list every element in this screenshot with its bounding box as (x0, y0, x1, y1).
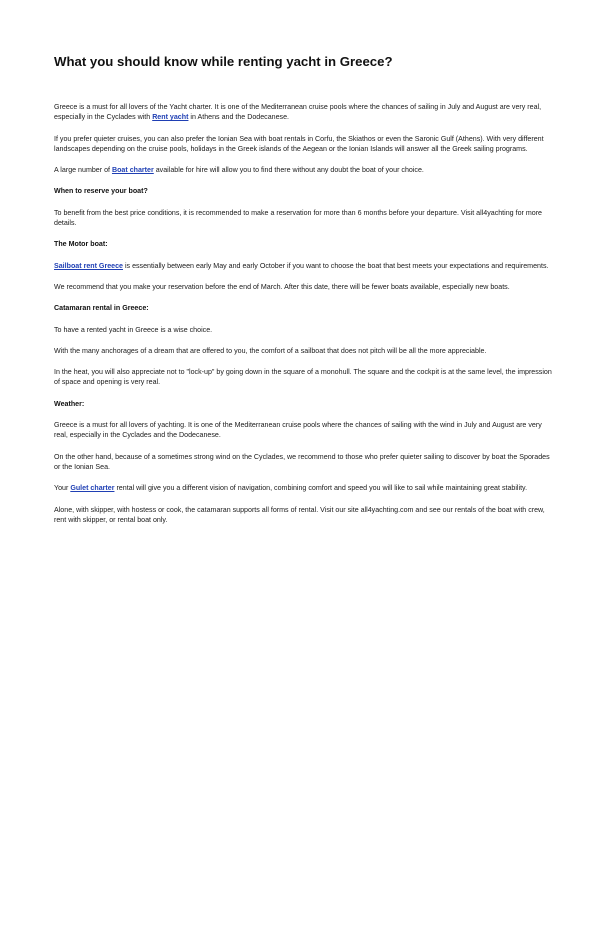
boat-charter-link[interactable]: Boat charter (111, 166, 154, 175)
paragraph-heat: In the heat, you will also appreciate not to "lock-up" by going down in the square of a monohull. The square and the cockpit is at the same level, the impression of space and opening is very real. (54, 368, 552, 387)
paragraph-anchorages: With the many anchorages of a dream that are offered to you, the comfort of a sailboat that does not pitch will be all the more appreciable. (54, 346, 487, 355)
paragraph-skipper: Alone, with skipper, with hostess or cook, the catamaran supports all forms of rental. Visit our site all4yachting.com and see our rentals of the boat with crew, rent with skipper, or rental boat only. (54, 505, 545, 524)
gulet-charter-link[interactable]: Gulet charter (70, 484, 115, 493)
article-body (54, 102, 554, 536)
paragraph-intro (54, 102, 554, 123)
heading-weather: Weather: (54, 399, 85, 408)
paragraph-text: is essentially between early May and early October if you want to choose the boat that best meets your expectations and requirements. (123, 261, 549, 270)
page-title: What you should know while renting yacht in Greece? (54, 54, 393, 69)
heading-motor-boat: The Motor boat: (54, 240, 108, 249)
paragraph-march: We recommend that you make your reservation before the end of March. After this date, there will be fewer boats available, especially new boats. (54, 282, 510, 291)
sailboat-rent-link[interactable]: Sailboat rent Greece (54, 261, 123, 270)
paragraph-text: available for hire will allow you to find there without any doubt the boat of your choice. (153, 166, 424, 175)
heading-reserve: When to reserve your boat? (54, 187, 148, 196)
paragraph-sailboat (54, 261, 554, 271)
paragraph-text: in Athens and the Dodecanese. (188, 113, 290, 122)
paragraph-text: Greece is a must for all lovers of the Yacht charter. It is one of the Mediterranean cruise pools where the chances of sailing in July and August are very real, especially in the Cyclades with (54, 103, 542, 122)
paragraph-boat-charter (54, 165, 554, 175)
paragraph-gulet (54, 483, 554, 493)
paragraph-text: Your (54, 484, 71, 493)
rent-yacht-link[interactable]: Rent yacht (152, 113, 189, 122)
paragraph-text: A large number of (54, 166, 112, 175)
paragraph-wise-choice: To have a rented yacht in Greece is a wise choice. (54, 325, 213, 334)
paragraph-reservation: To benefit from the best price conditions, it is recommended to make a reservation for more than 6 months before your departure. Visit all4yachting for more details. (54, 208, 543, 228)
paragraph-text: rental will give you a different vision of navigation, combining comfort and speed you will like to sail while maintaining great stability. (114, 484, 528, 493)
document-content (54, 54, 554, 524)
heading-catamaran: Catamaran rental in Greece: (54, 304, 149, 313)
paragraph-weather: Greece is a must for all lovers of yachting. It is one of the Mediterranean cruise pools where the chances of sailing with the wind in July and August are very real, especially in the Cyclades and the Dodecanese. (54, 421, 542, 440)
paragraph-ionian: If you prefer quieter cruises, you can also prefer the Ionian Sea with boat rentals in Corfu, the Skiathos or even the Saronic Gulf (Athens). With very different landscapes depending on the cruise pools, holidays in the Greek islands of the Aegean or the Ionian Islands will answer all the Greek sailing programs. (54, 134, 544, 153)
paragraph-strong-wind: On the other hand, because of a sometimes strong wind on the Cyclades, we recommend to those who prefer quieter sailing to discover by boat the Sporades or the Ionian Sea. (54, 452, 550, 471)
